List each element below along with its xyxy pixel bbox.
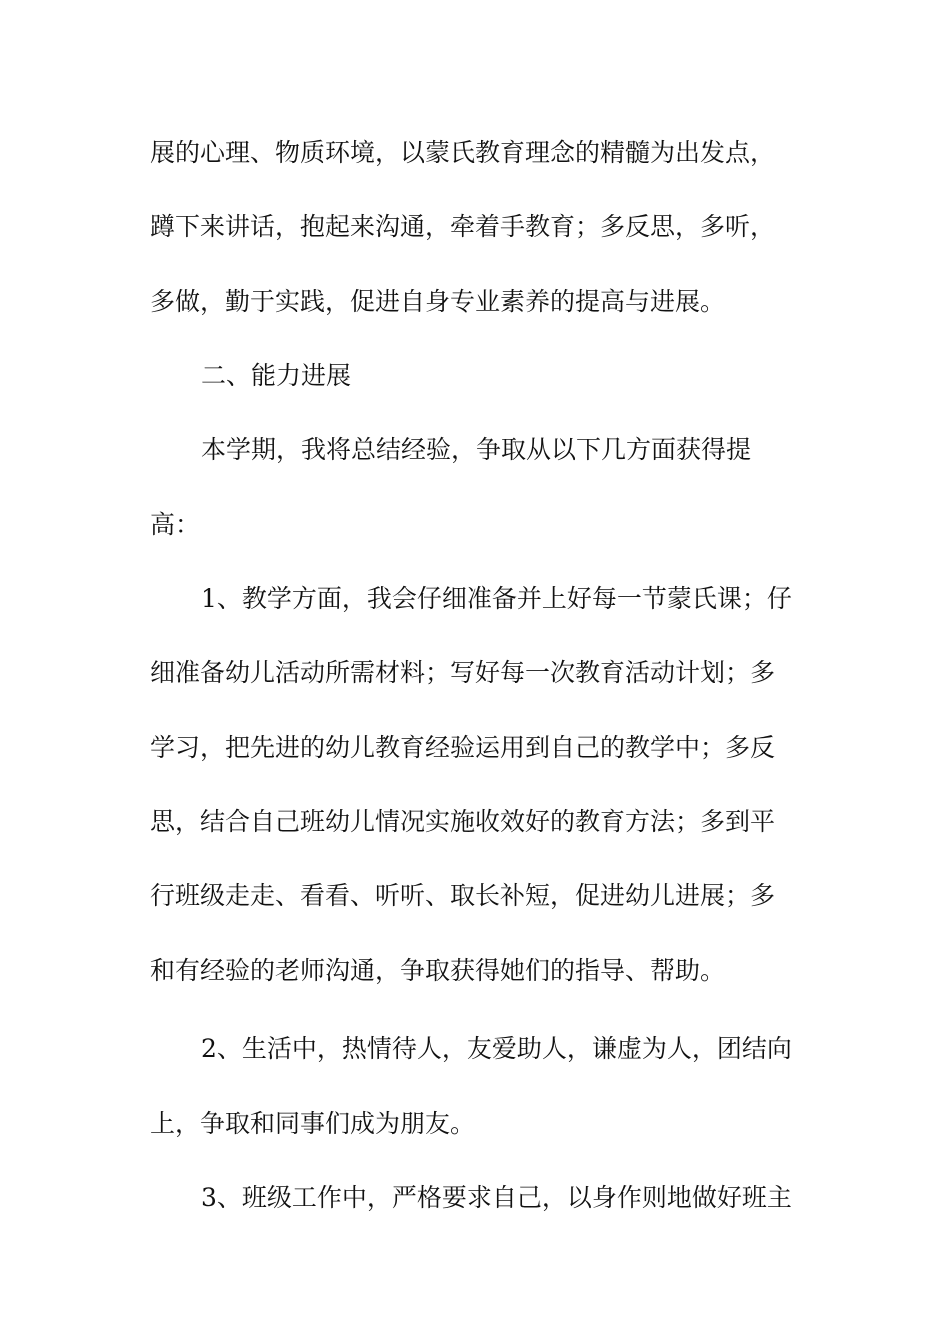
text-line: 上，争取和同事们成为朋友。 <box>150 1109 476 1138</box>
text-line: 学习，把先进的幼儿教育经验运用到自己的教学中；多反 <box>150 733 776 762</box>
text-line: 细准备幼儿活动所需材料；写好每一次教育活动计划；多 <box>150 658 776 687</box>
section-heading: 二、能力进展 <box>201 361 352 390</box>
text-line: 和有经验的老师沟通，争取获得她们的指导、帮助。 <box>150 956 726 985</box>
text-line: 高： <box>150 510 201 539</box>
list-item-first-line: 3、班级工作中，严格要求自己，以身作则地做好班主 <box>201 1183 792 1212</box>
text-line: 思，结合自己班幼儿情况实施收效好的教育方法；多到平 <box>150 807 776 836</box>
text-line: 行班级走走、看看、听听、取长补短，促进幼儿进展；多 <box>150 881 776 910</box>
paragraph-first-line: 本学期，我将总结经验，争取从以下几方面获得提 <box>201 435 752 464</box>
list-item-first-line: 1、教学方面，我会仔细准备并上好每一节蒙氏课；仔 <box>201 584 792 613</box>
text-line: 蹲下来讲话，抱起来沟通，牵着手教育；多反思，多听， <box>150 212 776 241</box>
list-item-first-line: 2、生活中，热情待人，友爱助人，谦虚为人，团结向 <box>201 1034 792 1063</box>
text-line: 展的心理、物质环境，以蒙氏教育理念的精髓为出发点， <box>150 138 776 167</box>
text-line: 多做，勤于实践，促进自身专业素养的提高与进展。 <box>150 287 726 316</box>
